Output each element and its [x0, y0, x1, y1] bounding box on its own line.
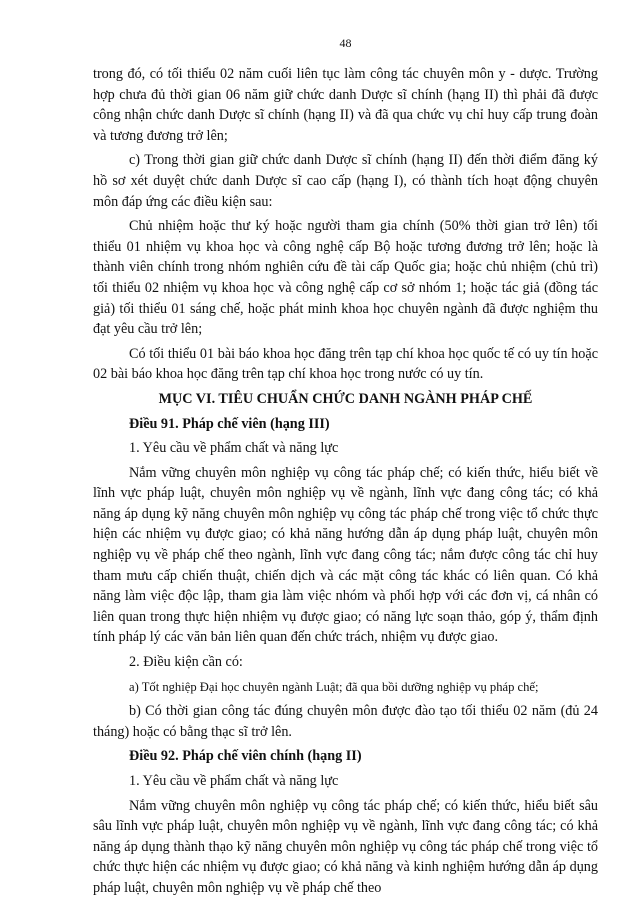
article-91-item-2a: a) Tốt nghiệp Đại học chuyên ngành Luật; đã qua bồi dưỡng nghiệp vụ pháp chế; — [129, 679, 539, 694]
article-91-title: Điều 91. Pháp chế viên (hạng III) — [129, 415, 330, 432]
article-92-title: Điều 92. Pháp chế viên chính (hạng II) — [129, 748, 362, 765]
article-91-item-2: 2. Điều kiện cần có: — [129, 654, 243, 671]
article-92-item-1: 1. Yêu cầu về phẩm chất và năng lực — [129, 773, 339, 789]
article-92-body: Nắm vững chuyên môn nghiệp vụ công tác pháp chế; có kiến thức, hiểu biết sâu sâu lĩnh vực pháp luật, chuyên môn nghiệp vụ về ngành, lĩnh vực đang công tác; có khả năng áp dụng thành thạo kỹ năng chuyên môn nghiệp vụ công tác pháp chế trong việc tổ chức thực hiện các nhiệm vụ được giao; có khả năng và kinh nghiệm hướng dẫn áp dụng pháp luật, chuyên môn nghiệp vụ về pháp chế theo — [93, 797, 598, 896]
article-91-item-2b: b) Có thời gian công tác đúng chuyên môn được đào tạo tối thiểu 02 năm (đủ 24 tháng) hoặc có bằng thạc sĩ trở lên. — [93, 703, 598, 740]
document-page — [93, 36, 598, 903]
article-91-item-1: 1. Yêu cầu về phẩm chất và năng lực — [129, 440, 339, 457]
article-91-body: Nắm vững chuyên môn nghiệp vụ công tác pháp chế; có kiến thức, hiểu biết về lĩnh vực pháp luật, chuyên môn nghiệp vụ về ngành, lĩnh vực đang công tác; có khả năng áp dụng kỹ năng chuyên môn nghiệp vụ công tác pháp chế trong việc tổ chức thực hiện các nhiệm vụ được giao; có khả năng hướng dẫn áp dụng pháp luật, chuyên môn nghiệp vụ về pháp chế theo ngành, lĩnh vực đang công tác; nắm được công tác chỉ huy tham mưu cấp chiến thuật, chiến dịch và các mặt công tác khác có liên quan. Có khả năng làm việc độc lập, tham gia làm việc nhóm và phối hợp với các đơn vị, cá nhân có liên quan trong thực hiện nhiệm vụ được giao; có năng lực soạn thảo, góp ý, thẩm định tính pháp lý các văn bản liên quan đến chức trách, nhiệm vụ được giao. — [93, 464, 598, 646]
paragraph-research-conditions: Chủ nhiệm hoặc thư ký hoặc người tham gia chính (50% thời gian trở lên) tối thiểu 01 nhiệm vụ khoa học và công nghệ cấp Bộ hoặc tương đương trở lên; hoặc là thành viên chính trong nhóm nghiên cứu đề tài cấp Quốc gia; hoặc chủ nhiệm (chủ trì) tối thiểu 02 nhiệm vụ khoa học và công nghệ cấp cơ sở nhóm 1; hoặc tác giả (đồng tác giả) tối thiểu 01 sáng chế, hoặc phát minh khoa học chuyên ngành đã được nghiệm thu đạt yêu cầu trở lên; — [93, 218, 598, 338]
page-number: 48 — [339, 36, 352, 50]
paragraph-continuation: trong đó, có tối thiểu 02 năm cuối liên tục làm công tác chuyên môn y - dược. Trường hợp chưa đủ thời gian 06 năm giữ chức danh Dược sĩ chính (hạng II) thì phải đã được công nhận chức danh Dược sĩ chính (hạng II) và đã qua chức vụ chỉ huy cấp trung đoàn và tương đương trở lên; — [93, 66, 598, 144]
section-title: MỤC VI. TIÊU CHUẨN CHỨC DANH NGÀNH PHÁP CHẾ — [158, 390, 533, 407]
paragraph-publications: Có tối thiểu 01 bài báo khoa học đăng trên tạp chí khoa học quốc tế có uy tín hoặc 02 bài báo khoa học đăng trên tạp chí khoa học trong nước có uy tín. — [93, 345, 598, 383]
paragraph-item-c: c) Trong thời gian giữ chức danh Dược sĩ chính (hạng II) đến thời điểm đăng ký hồ sơ xét duyệt chức danh Dược sĩ cao cấp (hạng I), có thành tích hoạt động chuyên môn đáp ứng các điều kiện sau: — [93, 152, 598, 210]
